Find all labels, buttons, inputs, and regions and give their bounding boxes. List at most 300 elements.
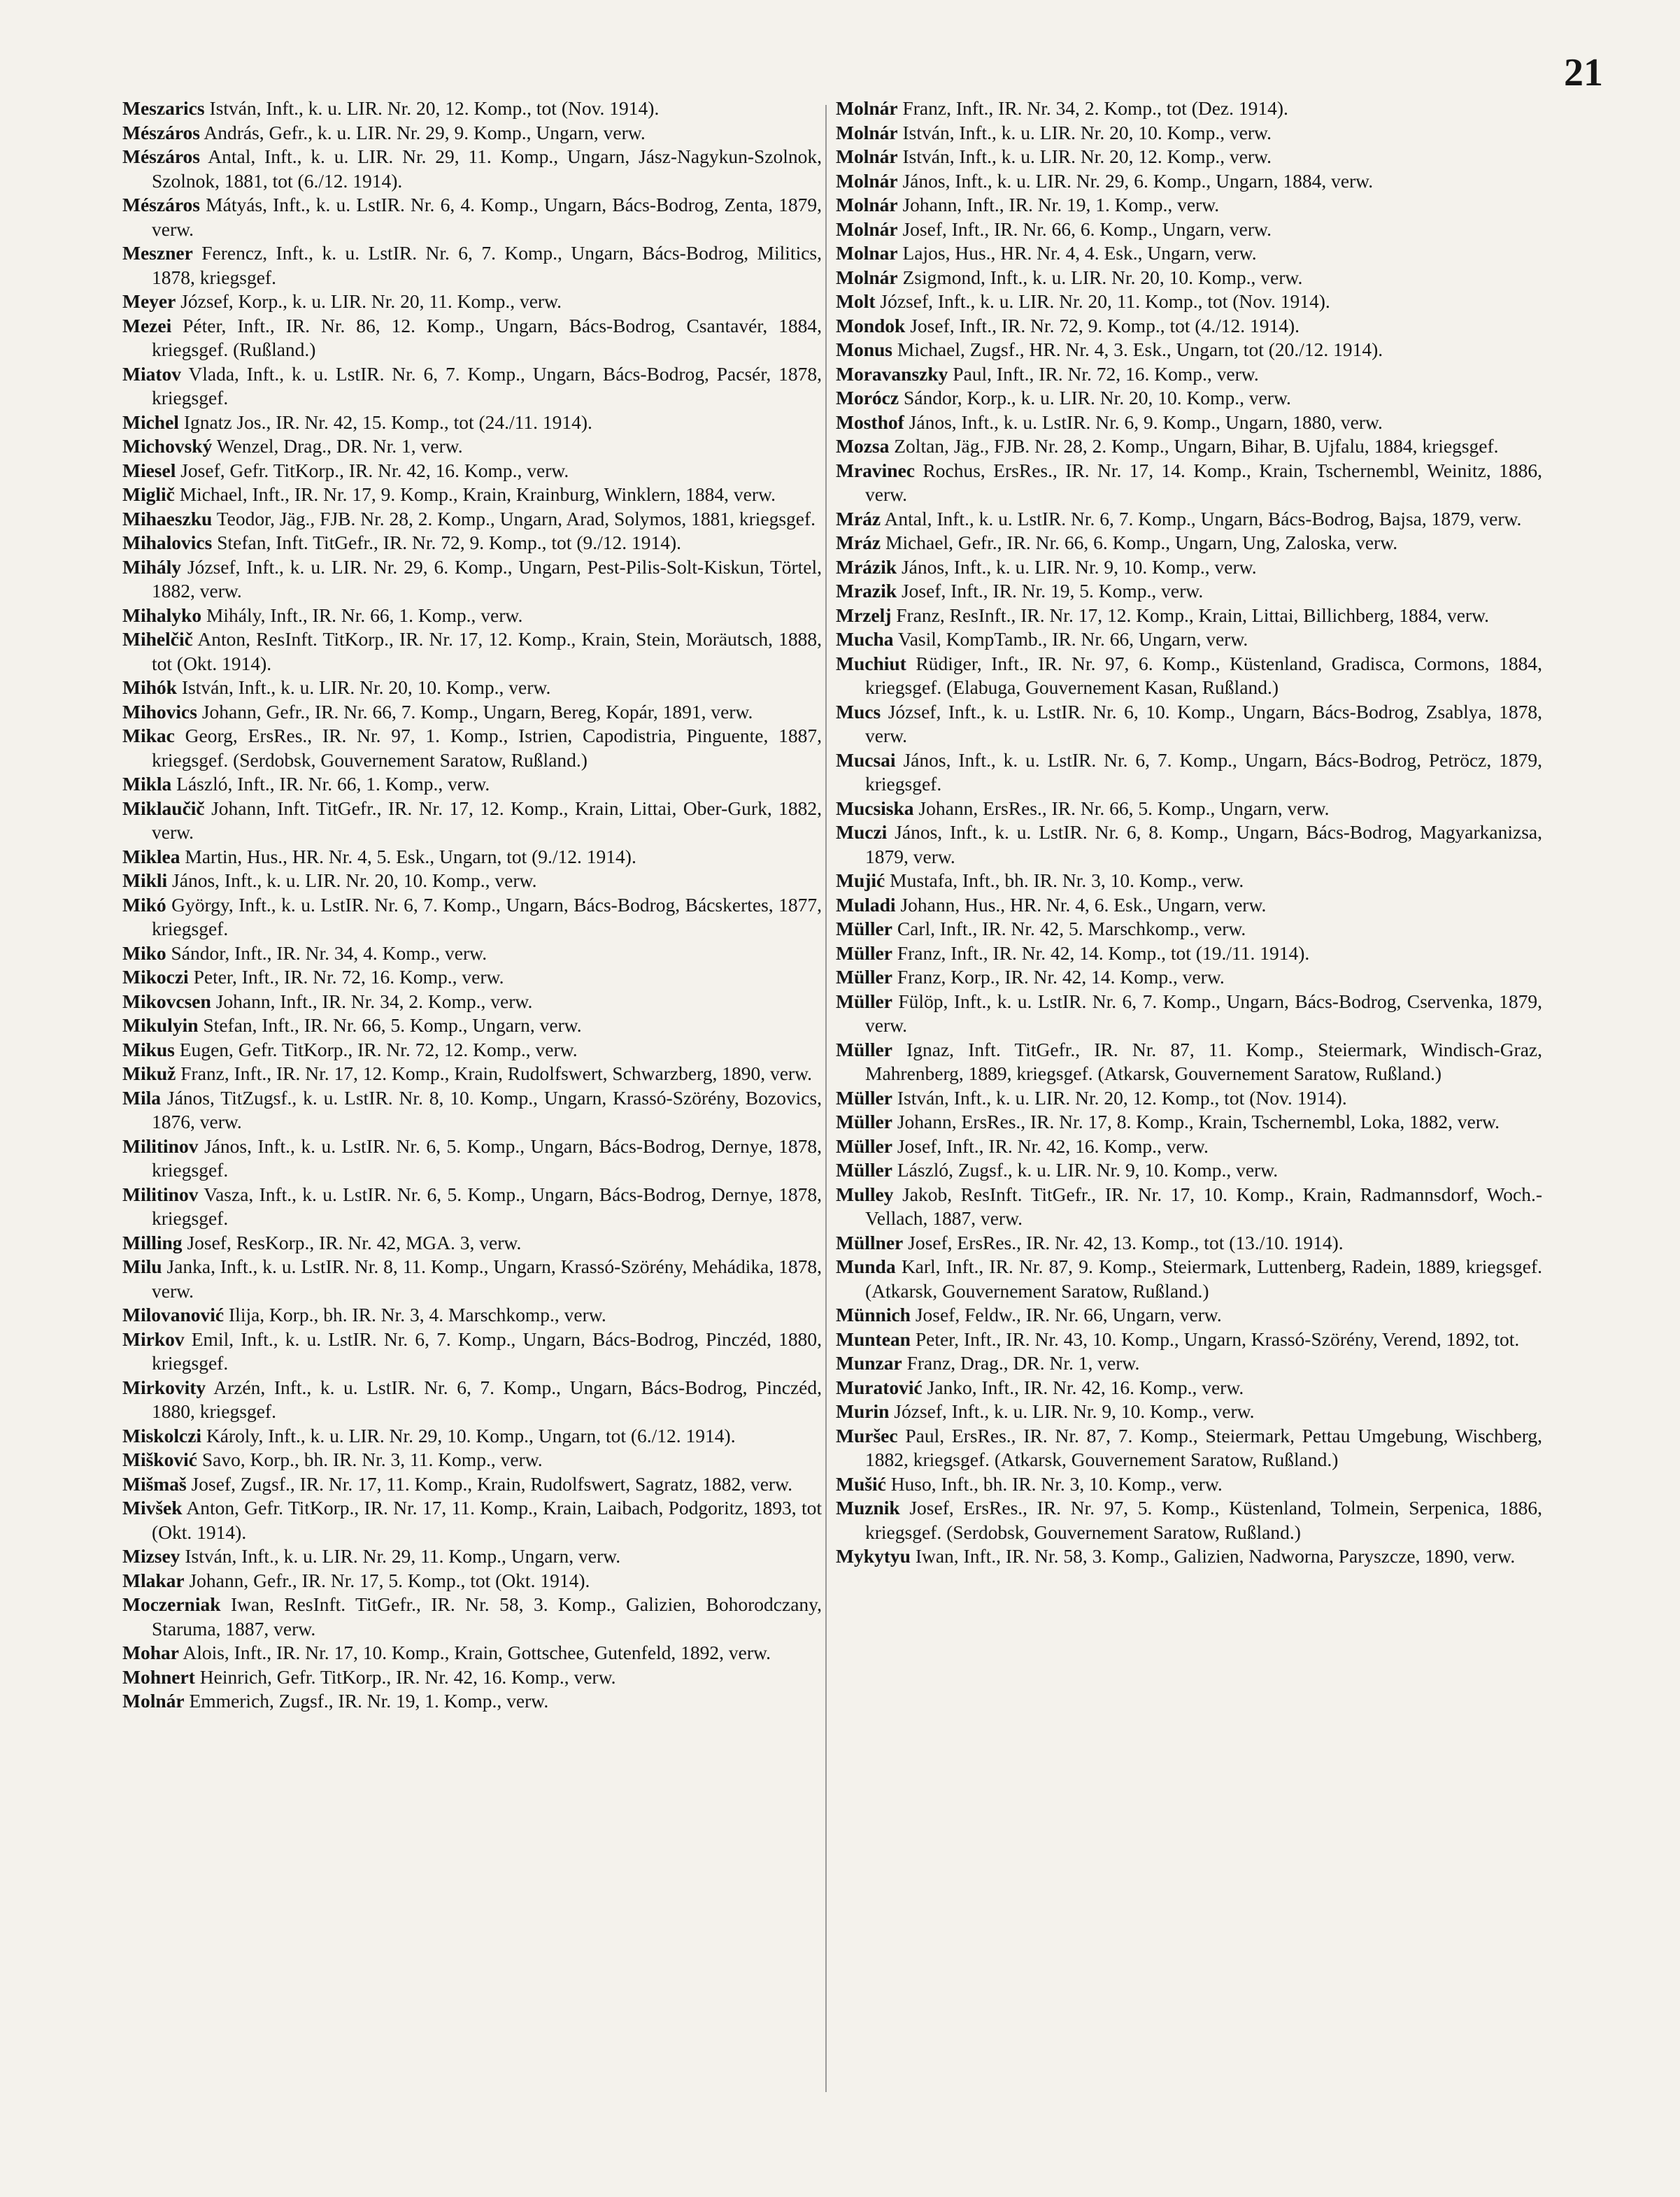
surname: Mrázik (836, 555, 897, 578)
casualty-entry (122, 1641, 822, 1665)
casualty-entry (122, 1183, 822, 1231)
entry-details: Iwan, ResInft. TitGefr., IR. Nr. 58, 3. Komp., Galizien, Bohorodczany, Staruma, 1887, verw. (152, 1593, 822, 1640)
surname: Muntean (836, 1328, 911, 1350)
entry-details: János, Inft., k. u. LstIR. Nr. 6, 5. Komp., Ungarn, Bács-Bodrog, Dernye, 1878, kriegsgef. (152, 1135, 822, 1181)
surname: Mihelčič (122, 628, 193, 650)
surname: Miglič (122, 483, 175, 505)
entry-details: Paul, ErsRes., IR. Nr. 87, 7. Komp., Steiermark, Pettau Umgebung, Wischberg, 1882, kriegsgef. (Atkarsk, Gouvernement Saratow, Rußland.) (865, 1424, 1542, 1470)
surname: Mušić (836, 1472, 886, 1495)
casualty-entry (122, 1593, 822, 1641)
surname: Munzar (836, 1352, 902, 1374)
entry-details: Janka, Inft., k. u. LstIR. Nr. 8, 11. Komp., Ungarn, Krassó-Szörény, Mehádika, 1878, verw. (152, 1256, 823, 1302)
surname: Müller (836, 918, 892, 939)
right-column (836, 97, 1542, 1569)
casualty-entry (836, 1086, 1542, 1111)
entry-details: József, Inft., k. u. LIR. Nr. 20, 11. Komp., tot (Nov. 1914). (880, 290, 1330, 312)
surname: Molnár (836, 97, 898, 119)
surname: Mráz (836, 532, 881, 553)
surname: Muratović (836, 1376, 923, 1398)
surname: Mihalyko (122, 604, 202, 626)
page-number: 21 (1564, 51, 1603, 94)
entry-details: Janko, Inft., IR. Nr. 42, 16. Komp., verw. (927, 1376, 1244, 1398)
entry-details: János, Inft., k. u. LstIR. Nr. 6, 8. Komp., Ungarn, Bács-Bodrog, Magyarkanizsa, 1879, verw. (865, 821, 1543, 867)
entry-details: Johann, ErsRes., IR. Nr. 17, 8. Komp., Krain, Tschernembl, Loka, 1882, verw. (897, 1111, 1500, 1132)
entry-details: József, Inft., k. u. LIR. Nr. 29, 6. Komp., Ungarn, Pest-Pilis-Solt-Kiskun, Törtel, 1882, verw. (152, 555, 823, 602)
casualty-entry (836, 1158, 1542, 1183)
surname: Molnár (836, 218, 898, 240)
entry-details: Teodor, Jäg., FJB. Nr. 28, 2. Komp., Ungarn, Arad, Solymos, 1881, kriegsgef. (216, 507, 816, 529)
entry-details: Alois, Inft., IR. Nr. 17, 10. Komp., Krain, Gottschee, Gutenfeld, 1892, verw. (183, 1642, 771, 1663)
casualty-entry (836, 97, 1542, 121)
casualty-entry (836, 290, 1542, 314)
surname: Mihalovics (122, 532, 213, 553)
casualty-entry (836, 1400, 1542, 1424)
entry-details: Peter, Inft., IR. Nr. 72, 16. Komp., verw. (193, 966, 504, 988)
entry-details: Emil, Inft., k. u. LstIR. Nr. 6, 7. Komp., Ungarn, Bács-Bodrog, Pinczéd, 1880, kriegsgef. (152, 1328, 822, 1374)
surname: Muznik (836, 1497, 900, 1519)
casualty-entry (836, 218, 1542, 242)
surname: Mirkovity (122, 1376, 206, 1398)
surname: Miklaučič (122, 797, 205, 819)
surname: Morócz (836, 387, 899, 408)
entry-details: Johann, Hus., HR. Nr. 4, 6. Esk., Ungarn, verw. (900, 893, 1267, 916)
surname: Mondok (836, 314, 906, 336)
surname: Mikovcsen (122, 990, 211, 1012)
surname: Mohnert (122, 1665, 195, 1688)
surname: Mohar (122, 1642, 179, 1663)
surname: Molnár (122, 1690, 185, 1712)
surname: Münnich (836, 1304, 911, 1325)
entry-details: Antal, Inft., k. u. LIR. Nr. 29, 11. Komp., Ungarn, Jász-Nagykun-Szolnok, Szolnok, 1881, tot (6./12. 1914). (152, 145, 822, 192)
casualty-entry (836, 990, 1542, 1038)
surname: Mikoczi (122, 966, 189, 988)
casualty-entry (836, 1183, 1542, 1231)
casualty-entry (836, 1496, 1542, 1544)
entry-details: József, Inft., k. u. LIR. Nr. 9, 10. Komp., verw. (894, 1400, 1255, 1422)
entry-details: András, Gefr., k. u. LIR. Nr. 29, 9. Komp., Ungarn, verw. (204, 121, 646, 143)
surname: Mrzelj (836, 604, 892, 626)
surname: Mykytyu (836, 1545, 911, 1567)
casualty-entry (122, 869, 822, 893)
entry-details: Josef, Inft., IR. Nr. 72, 9. Komp., tot (4./12. 1914). (910, 314, 1300, 336)
entry-details: János, TitZugsf., k. u. LstIR. Nr. 8, 10. Komp., Ungarn, Krassó-Szörény, Bozovics, 1876, verw. (152, 1086, 822, 1132)
entry-details: Vlada, Inft., k. u. LstIR. Nr. 6, 7. Komp., Ungarn, Bács-Bodrog, Pacsér, 1878, kriegsgef. (152, 362, 822, 408)
casualty-entry (122, 893, 822, 941)
entry-details: István, Inft., k. u. LIR. Nr. 20, 10. Komp., verw. (181, 676, 551, 698)
casualty-entry (122, 459, 822, 483)
entry-details: Josef, Zugsf., IR. Nr. 17, 11. Komp., Krain, Rudolfswert, Sagratz, 1882, verw. (191, 1472, 793, 1495)
casualty-entry (122, 1424, 822, 1449)
surname: Mucsai (836, 748, 896, 771)
casualty-entry (836, 1038, 1542, 1086)
surname: Mujić (836, 869, 885, 891)
casualty-entry (836, 917, 1542, 941)
entry-details: Stefan, Inft. TitGefr., IR. Nr. 72, 9. Komp., tot (9./12. 1914). (217, 532, 682, 553)
casualty-entry (122, 700, 822, 725)
surname: Molt (836, 290, 876, 312)
entry-details: Franz, Inft., IR. Nr. 34, 2. Komp., tot (Dez. 1914). (902, 97, 1288, 119)
surname: Mišković (122, 1449, 197, 1470)
casualty-entry (122, 483, 822, 507)
surname: Militinov (122, 1135, 199, 1157)
casualty-entry (836, 193, 1542, 218)
casualty-entry (836, 121, 1542, 145)
surname: Mihaeszku (122, 507, 213, 529)
surname: Mucsiska (836, 797, 914, 819)
surname: Mihály (122, 555, 182, 578)
casualty-entry (836, 531, 1542, 555)
surname: Miskolczi (122, 1424, 202, 1446)
casualty-entry (122, 797, 822, 845)
entry-details: Carl, Inft., IR. Nr. 42, 5. Marschkomp., verw. (897, 918, 1246, 939)
casualty-entry (122, 1038, 822, 1062)
surname: Mirkov (122, 1328, 185, 1350)
entry-details: Zsigmond, Inft., k. u. LIR. Nr. 20, 10. Komp., verw. (902, 266, 1303, 288)
casualty-entry (122, 1496, 822, 1544)
entry-details: Rochus, ErsRes., IR. Nr. 17, 14. Komp., Krain, Tschernembl, Weinitz, 1886, verw. (865, 459, 1543, 505)
casualty-entry (122, 1328, 822, 1376)
casualty-entry (122, 990, 822, 1014)
casualty-entry (836, 145, 1542, 169)
surname: Mikli (122, 869, 168, 891)
casualty-entry (836, 555, 1542, 580)
entry-details: Sándor, Inft., IR. Nr. 34, 4. Komp., verw. (171, 941, 487, 964)
casualty-entry (836, 604, 1542, 628)
entry-details: Franz, Inft., IR. Nr. 42, 14. Komp., tot (19./11. 1914). (897, 941, 1310, 964)
casualty-entry (836, 748, 1542, 797)
casualty-entry (122, 411, 822, 435)
entry-details: Huso, Inft., bh. IR. Nr. 3, 10. Komp., verw. (890, 1472, 1223, 1495)
entry-details: György, Inft., k. u. LstIR. Nr. 6, 7. Komp., Ungarn, Bács-Bodrog, Bácskertes, 1877, kriegsgef. (152, 893, 822, 939)
surname: Mráz (836, 507, 881, 529)
casualty-entry (122, 531, 822, 555)
casualty-entry (122, 627, 822, 676)
surname: Müllner (836, 1231, 904, 1253)
entry-details: Franz, Korp., IR. Nr. 42, 14. Komp., verw. (897, 966, 1225, 988)
casualty-entry (122, 772, 822, 797)
surname: Muršec (836, 1424, 898, 1446)
surname: Mikus (122, 1038, 175, 1060)
casualty-entry (836, 266, 1542, 290)
entry-details: Jakob, ResInft. TitGefr., IR. Nr. 17, 10. Komp., Krain, Radmannsdorf, Woch.-Vellach, 1887, verw. (865, 1183, 1542, 1229)
surname: Müller (836, 1038, 892, 1060)
casualty-entry (122, 1086, 822, 1135)
surname: Militinov (122, 1183, 199, 1205)
entry-details: Franz, ResInft., IR. Nr. 17, 12. Komp., Krain, Littai, Billichberg, 1884, verw. (896, 604, 1490, 626)
casualty-entry (122, 845, 822, 869)
casualty-entry (122, 314, 822, 362)
entry-details: Ignatz Jos., IR. Nr. 42, 15. Komp., tot (24./11. 1914). (183, 411, 592, 433)
casualty-entry (122, 434, 822, 459)
entry-details: József, Korp., k. u. LIR. Nr. 20, 11. Komp., verw. (180, 290, 562, 312)
surname: Mila (122, 1086, 161, 1109)
entry-details: Antal, Inft., k. u. LstIR. Nr. 6, 7. Komp., Ungarn, Bács-Bodrog, Bajsa, 1879, verw. (884, 507, 1522, 529)
entry-details: Josef, ErsRes., IR. Nr. 97, 5. Komp., Küstenland, Tolmein, Serpenica, 1886, kriegsgef. (Serdobsk, Gouvernement Saratow, Rußland.) (865, 1497, 1543, 1543)
casualty-entry (122, 1062, 822, 1086)
entry-details: Eugen, Gefr. TitKorp., IR. Nr. 72, 12. Komp., verw. (179, 1038, 578, 1060)
entry-details: Johann, Inft., IR. Nr. 19, 1. Komp., verw. (902, 194, 1220, 215)
entry-details: Wenzel, Drag., DR. Nr. 1, verw. (216, 435, 463, 457)
entry-details: Paul, Inft., IR. Nr. 72, 16. Komp., verw. (953, 362, 1259, 385)
casualty-entry (836, 579, 1542, 604)
casualty-entry (836, 507, 1542, 532)
casualty-entry (122, 1665, 822, 1690)
casualty-entry (836, 1424, 1542, 1472)
entry-details: Johann, ErsRes., IR. Nr. 66, 5. Komp., Ungarn, verw. (918, 797, 1330, 819)
casualty-entry (836, 1376, 1542, 1400)
surname: Meszarics (122, 97, 205, 119)
surname: Miesel (122, 459, 176, 481)
entry-details: Lajos, Hus., HR. Nr. 4, 4. Esk., Ungarn, verw. (902, 242, 1257, 264)
casualty-entry (122, 1376, 822, 1424)
surname: Miklea (122, 845, 180, 867)
casualty-entry (122, 604, 822, 628)
surname: Milu (122, 1256, 162, 1277)
casualty-entry (836, 386, 1542, 411)
casualty-entry (836, 1303, 1542, 1328)
casualty-entry (836, 1328, 1542, 1352)
casualty-entry (836, 1472, 1542, 1497)
surname: Molnar (836, 242, 898, 264)
casualty-entry (836, 1544, 1542, 1569)
casualty-entry (836, 1135, 1542, 1159)
surname: Mrazik (836, 580, 897, 602)
entry-details: Ignaz, Inft. TitGefr., IR. Nr. 87, 11. Komp., Steiermark, Windisch-Graz, Mahrenberg, 1889, kriegsgef. (Atkarsk, Gouvernement Saratow, Rußland.) (865, 1038, 1543, 1084)
column-divider (825, 105, 827, 2092)
surname: Molnár (836, 194, 898, 215)
entry-details: Josef, ErsRes., IR. Nr. 42, 13. Komp., tot (13./10. 1914). (908, 1231, 1344, 1253)
surname: Müller (836, 941, 892, 964)
entry-details: Michael, Gefr., IR. Nr. 66, 6. Komp., Ungarn, Ung, Zaloska, verw. (885, 532, 1398, 553)
surname: Muchiut (836, 652, 906, 674)
surname: Murin (836, 1400, 890, 1422)
surname: Moczerniak (122, 1593, 221, 1615)
entry-details: Fülöp, Inft., k. u. LstIR. Nr. 6, 7. Komp., Ungarn, Bács-Bodrog, Cservenka, 1879, verw. (865, 990, 1542, 1036)
casualty-entry (836, 459, 1542, 507)
entry-details: Johann, Gefr., IR. Nr. 66, 7. Komp., Ungarn, Bereg, Kopár, 1891, verw. (201, 700, 753, 723)
casualty-entry (836, 820, 1542, 869)
surname: Müller (836, 966, 892, 988)
surname: Meszner (122, 242, 193, 264)
casualty-entry (836, 169, 1542, 194)
entry-details: József, Inft., k. u. LstIR. Nr. 6, 10. Komp., Ungarn, Bács-Bodrog, Zsablya, 1878, verw. (865, 700, 1542, 746)
casualty-entry (122, 1231, 822, 1256)
surname: Munda (836, 1256, 896, 1277)
surname: Milling (122, 1231, 183, 1253)
entry-details: István, Inft., k. u. LIR. Nr. 20, 12. Komp., tot (Nov. 1914). (209, 97, 660, 119)
entry-details: Mihály, Inft., IR. Nr. 66, 1. Komp., verw. (206, 604, 523, 626)
casualty-entry (836, 1110, 1542, 1135)
casualty-entry (122, 724, 822, 772)
entry-details: Johann, Inft. TitGefr., IR. Nr. 17, 12. Komp., Krain, Littai, Ober-Gurk, 1882, verw. (152, 797, 823, 843)
entry-details: Josef, Inft., IR. Nr. 66, 6. Komp., Ungarn, verw. (902, 218, 1272, 240)
casualty-entry (122, 145, 822, 193)
surname: Milovanović (122, 1304, 225, 1325)
casualty-entry (122, 1135, 822, 1183)
surname: Molnár (836, 145, 898, 167)
surname: Mosthof (836, 411, 904, 433)
surname: Müller (836, 1086, 892, 1109)
entry-details: Martin, Hus., HR. Nr. 4, 5. Esk., Ungarn, tot (9./12. 1914). (185, 845, 636, 867)
casualty-entry (836, 965, 1542, 990)
entry-details: Mustafa, Inft., bh. IR. Nr. 3, 10. Komp., verw. (890, 869, 1244, 891)
surname: Mészáros (122, 145, 200, 167)
entry-details: Georg, ErsRes., IR. Nr. 97, 1. Komp., Istrien, Capodistria, Pinguente, 1887, kriegsgef. (Serdobsk, Gouvernement Saratow, Rußland.) (152, 725, 822, 771)
surname: Molnár (836, 121, 898, 143)
entry-details: Vasza, Inft., k. u. LstIR. Nr. 6, 5. Komp., Ungarn, Bács-Bodrog, Dernye, 1878, kriegsgef. (152, 1183, 822, 1229)
casualty-entry (122, 676, 822, 700)
surname: Mlakar (122, 1569, 185, 1591)
entry-details: Ferencz, Inft., k. u. LstIR. Nr. 6, 7. Komp., Ungarn, Bács-Bodrog, Militics, 1878, kriegsgef. (152, 242, 822, 288)
entry-details: Arzén, Inft., k. u. LstIR. Nr. 6, 7. Komp., Ungarn, Bács-Bodrog, Pinczéd, 1880, kriegsgef. (152, 1376, 822, 1422)
surname: Mulley (836, 1183, 894, 1205)
surname: Mozsa (836, 435, 890, 457)
surname: Moravanszky (836, 362, 948, 385)
casualty-entry (122, 241, 822, 290)
entry-details: Franz, Inft., IR. Nr. 17, 12. Komp., Krain, Rudolfswert, Schwarzberg, 1890, verw. (180, 1062, 813, 1084)
surname: Mikla (122, 773, 172, 795)
casualty-entry (122, 97, 822, 121)
entry-details: Péter, Inft., IR. Nr. 86, 12. Komp., Ungarn, Bács-Bodrog, Csantavér, 1884, kriegsgef. (Rußland.) (152, 314, 822, 360)
entry-details: Savo, Korp., bh. IR. Nr. 3, 11. Komp., verw. (201, 1449, 543, 1470)
surname: Muladi (836, 893, 896, 916)
surname: Michel (122, 411, 179, 433)
casualty-entry (122, 362, 822, 411)
casualty-entry (836, 941, 1542, 966)
surname: Mikac (122, 725, 175, 746)
casualty-entry (836, 893, 1542, 918)
surname: Molnár (836, 169, 898, 192)
casualty-entry (836, 700, 1542, 748)
entry-details: István, Inft., k. u. LIR. Nr. 29, 11. Komp., Ungarn, verw. (185, 1545, 621, 1567)
entry-details: Ilija, Korp., bh. IR. Nr. 3, 4. Marschkomp., verw. (229, 1304, 606, 1325)
entry-details: János, Inft., k. u. LIR. Nr. 9, 10. Komp., verw. (901, 555, 1257, 578)
casualty-entry (836, 1255, 1542, 1303)
casualty-entry (836, 411, 1542, 435)
entry-details: Stefan, Inft., IR. Nr. 66, 5. Komp., Ungarn, verw. (203, 1014, 582, 1036)
casualty-entry (122, 1303, 822, 1328)
casualty-entry (122, 1569, 822, 1593)
surname: Mišmaš (122, 1472, 187, 1495)
casualty-entry (836, 652, 1542, 700)
casualty-entry (122, 1472, 822, 1497)
casualty-entry (836, 338, 1542, 362)
casualty-entry (122, 1544, 822, 1569)
casualty-entry (836, 797, 1542, 821)
entry-details: Anton, ResInft. TitKorp., IR. Nr. 17, 12. Komp., Krain, Stein, Moräutsch, 1888, tot (Okt. 1914). (152, 628, 822, 674)
entry-details: Josef, Feldw., IR. Nr. 66, Ungarn, verw. (915, 1304, 1222, 1325)
entry-details: János, Inft., k. u. LIR. Nr. 29, 6. Komp., Ungarn, 1884, verw. (902, 169, 1374, 192)
casualty-entry (836, 434, 1542, 459)
entry-details: Peter, Inft., IR. Nr. 43, 10. Komp., Ungarn, Krassó-Szörény, Verend, 1892, tot. (915, 1328, 1520, 1350)
entry-details: István, Inft., k. u. LIR. Nr. 20, 10. Komp., verw. (902, 121, 1272, 143)
entry-details: István, Inft., k. u. LIR. Nr. 20, 12. Komp., tot (Nov. 1914). (897, 1086, 1347, 1109)
casualty-entry (836, 362, 1542, 387)
surname: Mravinec (836, 459, 916, 481)
entry-details: Károly, Inft., k. u. LIR. Nr. 29, 10. Komp., Ungarn, tot (6./12. 1914). (206, 1424, 736, 1446)
surname: Mizsey (122, 1545, 180, 1567)
casualty-entry (122, 290, 822, 314)
casualty-entry (836, 314, 1542, 339)
surname: Müller (836, 1159, 892, 1181)
entry-details: Zoltan, Jäg., FJB. Nr. 28, 2. Komp., Ungarn, Bihar, B. Ujfalu, 1884, kriegsgef. (894, 435, 1499, 457)
entry-details: Michael, Inft., IR. Nr. 17, 9. Komp., Krain, Krainburg, Winklern, 1884, verw. (179, 483, 776, 505)
entry-details: Mátyás, Inft., k. u. LstIR. Nr. 6, 4. Komp., Ungarn, Bács-Bodrog, Zenta, 1879, verw. (152, 194, 822, 240)
entry-details: László, Zugsf., k. u. LIR. Nr. 9, 10. Komp., verw. (897, 1159, 1279, 1181)
surname: Molnár (836, 266, 898, 288)
entry-details: Josef, Gefr. TitKorp., IR. Nr. 42, 16. Komp., verw. (180, 459, 569, 481)
surname: Miko (122, 941, 166, 964)
surname: Michovský (122, 435, 213, 457)
entry-details: Josef, Inft., IR. Nr. 42, 16. Komp., verw. (897, 1135, 1209, 1157)
casualty-entry (122, 1448, 822, 1472)
surname: Mihovics (122, 700, 197, 723)
casualty-entry (836, 869, 1542, 893)
surname: Miatov (122, 362, 182, 385)
entry-details: Iwan, Inft., IR. Nr. 58, 3. Komp., Galizien, Nadworna, Paryszcze, 1890, verw. (915, 1545, 1516, 1567)
surname: Mihók (122, 676, 177, 698)
entry-details: Josef, ResKorp., IR. Nr. 42, MGA. 3, verw. (187, 1231, 522, 1253)
surname: Mészáros (122, 194, 200, 215)
entry-details: Franz, Drag., DR. Nr. 1, verw. (906, 1352, 1140, 1374)
casualty-entry (836, 241, 1542, 266)
entry-details: Sándor, Korp., k. u. LIR. Nr. 20, 10. Komp., verw. (903, 387, 1291, 408)
surname: Müller (836, 990, 892, 1012)
entry-details: Josef, Inft., IR. Nr. 19, 5. Komp., verw. (901, 580, 1204, 602)
surname: Mivšek (122, 1497, 183, 1519)
entry-details: Johann, Gefr., IR. Nr. 17, 5. Komp., tot (Okt. 1914). (189, 1569, 590, 1591)
entry-details: János, Inft., k. u. LstIR. Nr. 6, 7. Komp., Ungarn, Bács-Bodrog, Petröcz, 1879, kriegsgef. (865, 748, 1542, 795)
surname: Mucha (836, 628, 894, 650)
entry-details: Rüdiger, Inft., IR. Nr. 97, 6. Komp., Küstenland, Gradisca, Cormons, 1884, kriegsgef. (Elabuga, Gouvernement Kasan, Rußland.) (865, 652, 1543, 698)
casualty-entry (836, 1231, 1542, 1256)
surname: Muczi (836, 821, 888, 843)
entry-details: János, Inft., k. u. LIR. Nr. 20, 10. Komp., verw. (172, 869, 537, 891)
left-column (122, 97, 822, 1714)
surname: Mikó (122, 893, 166, 916)
entry-details: István, Inft., k. u. LIR. Nr. 20, 12. Komp., verw. (902, 145, 1272, 167)
surname: Mikuž (122, 1062, 176, 1084)
surname: Müller (836, 1111, 892, 1132)
surname: Mucs (836, 700, 881, 723)
surname: Meyer (122, 290, 176, 312)
casualty-entry (122, 193, 822, 241)
surname: Müller (836, 1135, 892, 1157)
casualty-entry (122, 965, 822, 990)
surname: Mezei (122, 314, 172, 336)
casualty-entry (122, 941, 822, 966)
entry-details: János, Inft., k. u. LstIR. Nr. 6, 9. Komp., Ungarn, 1880, verw. (909, 411, 1383, 433)
entry-details: Emmerich, Zugsf., IR. Nr. 19, 1. Komp., verw. (189, 1690, 549, 1712)
entry-details: László, Inft., IR. Nr. 66, 1. Komp., verw. (176, 773, 490, 795)
entry-details: Karl, Inft., IR. Nr. 87, 9. Komp., Steiermark, Luttenberg, Radein, 1889, kriegsgef. (Atkarsk, Gouvernement Saratow, Rußland.) (865, 1256, 1542, 1302)
surname: Mikulyin (122, 1014, 199, 1036)
surname: Monus (836, 339, 892, 360)
casualty-entry (836, 1351, 1542, 1376)
entry-details: Heinrich, Gefr. TitKorp., IR. Nr. 42, 16. Komp., verw. (199, 1665, 616, 1688)
entry-details: Anton, Gefr. TitKorp., IR. Nr. 17, 11. Komp., Krain, Laibach, Podgoritz, 1893, tot (Okt. 1914). (152, 1497, 822, 1543)
casualty-entry (122, 1689, 822, 1714)
casualty-entry (122, 555, 822, 604)
surname: Mészáros (122, 121, 200, 143)
entry-details: Michael, Zugsf., HR. Nr. 4, 3. Esk., Ungarn, tot (20./12. 1914). (897, 339, 1383, 360)
casualty-entry (122, 507, 822, 532)
casualty-entry (122, 1014, 822, 1038)
casualty-entry (122, 1255, 822, 1303)
entry-details: Vasil, KompTamb., IR. Nr. 66, Ungarn, verw. (897, 628, 1248, 650)
entry-details: Johann, Inft., IR. Nr. 34, 2. Komp., verw. (215, 990, 533, 1012)
casualty-entry (836, 627, 1542, 652)
